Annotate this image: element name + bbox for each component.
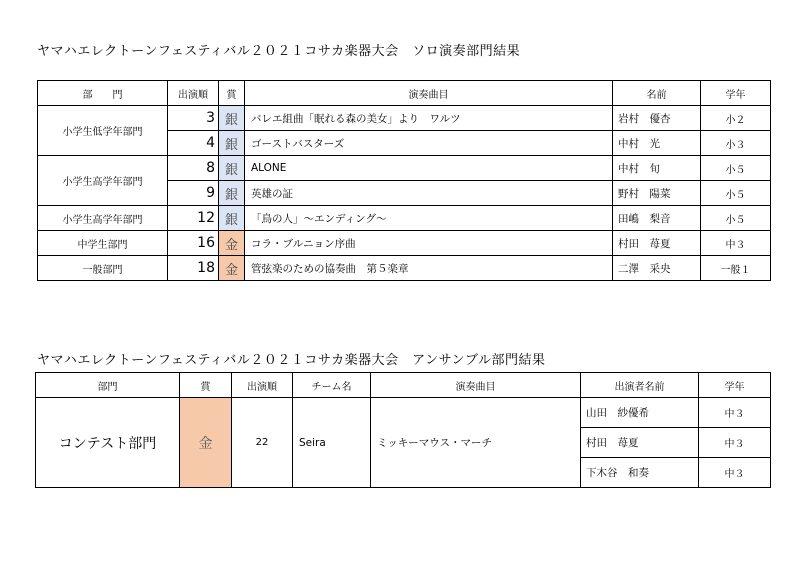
header-team: チーム名 xyxy=(293,373,371,398)
team-cell: Seira xyxy=(293,398,371,488)
division-cell: コンテスト部門 xyxy=(36,398,180,488)
name-cell: 二澤 采央 xyxy=(613,256,701,281)
award-cell: 銀 xyxy=(219,181,245,206)
award-cell: 金 xyxy=(180,398,232,488)
name-cell: 中村 旬 xyxy=(613,156,701,181)
order-cell: 9 xyxy=(168,181,219,206)
piece-cell: ミッキーマウス・マーチ xyxy=(371,398,581,488)
award-cell: 銀 xyxy=(219,131,245,156)
performer-name-cell: 下木谷 和奏 xyxy=(581,458,699,488)
piece-cell: コラ・ブルニョン序曲 xyxy=(245,231,613,256)
piece-cell: バレエ組曲「眠れる森の美女」より ワルツ xyxy=(245,106,613,131)
piece-cell: 「鳥の人」～エンディング～ xyxy=(245,206,613,231)
header-piece: 演奏曲目 xyxy=(371,373,581,398)
header-award: 賞 xyxy=(180,373,232,398)
order-cell: 12 xyxy=(168,206,219,231)
award-cell: 銀 xyxy=(219,106,245,131)
table-row xyxy=(38,231,771,256)
name-cell: 中村 光 xyxy=(613,131,701,156)
header-order: 出演順 xyxy=(232,373,293,398)
performer-grade-cell: 中３ xyxy=(699,428,771,458)
table-row xyxy=(38,106,771,131)
table-row xyxy=(38,256,771,281)
table-row xyxy=(38,206,771,231)
order-cell: 4 xyxy=(168,131,219,156)
name-cell: 田嶋 梨音 xyxy=(613,206,701,231)
order-cell: 18 xyxy=(168,256,219,281)
piece-cell: 英雄の証 xyxy=(245,181,613,206)
header-award: 賞 xyxy=(219,81,245,106)
header-grade: 学年 xyxy=(701,81,771,106)
grade-cell: 中３ xyxy=(701,231,771,256)
name-cell: 岩村 優杏 xyxy=(613,106,701,131)
solo-header-row xyxy=(38,81,771,106)
grade-cell: 小５ xyxy=(701,181,771,206)
performer-grade-cell: 中３ xyxy=(699,398,771,428)
header-division: 部 門 xyxy=(38,81,168,106)
table-row xyxy=(36,398,771,428)
ensemble-header-row xyxy=(36,373,771,398)
performer-name-cell: 村田 苺夏 xyxy=(581,428,699,458)
solo-results-table xyxy=(37,80,771,281)
grade-cell: 一般１ xyxy=(701,256,771,281)
order-cell: 8 xyxy=(168,156,219,181)
division-cell: 小学生高学年部門 xyxy=(38,206,168,231)
table-row xyxy=(38,156,771,181)
order-cell: 3 xyxy=(168,106,219,131)
piece-cell: ゴーストバスターズ xyxy=(245,131,613,156)
performer-grade-cell: 中３ xyxy=(699,458,771,488)
piece-cell: 管弦楽のための協奏曲 第５楽章 xyxy=(245,256,613,281)
award-cell: 金 xyxy=(219,256,245,281)
division-cell: 小学生高学年部門 xyxy=(38,156,168,206)
grade-cell: 小２ xyxy=(701,106,771,131)
award-cell: 銀 xyxy=(219,206,245,231)
ensemble-results-title: ヤマハエレクトーンフェスティバル２０２１コサカ楽器大会 アンサンブル部門結果 xyxy=(37,353,546,368)
header-grade: 学年 xyxy=(699,373,771,398)
name-cell: 野村 陽菜 xyxy=(613,181,701,206)
name-cell: 村田 苺夏 xyxy=(613,231,701,256)
order-cell: 22 xyxy=(232,398,293,488)
order-cell: 16 xyxy=(168,231,219,256)
grade-cell: 小５ xyxy=(701,206,771,231)
header-performers: 出演者名前 xyxy=(581,373,699,398)
header-order: 出演順 xyxy=(168,81,219,106)
header-name: 名前 xyxy=(613,81,701,106)
grade-cell: 小３ xyxy=(701,131,771,156)
header-division: 部門 xyxy=(36,373,180,398)
header-piece: 演奏曲目 xyxy=(245,81,613,106)
performer-name-cell: 山田 紗優希 xyxy=(581,398,699,428)
award-cell: 金 xyxy=(219,231,245,256)
solo-results-title: ヤマハエレクトーンフェスティバル２０２１コサカ楽器大会 ソロ演奏部門結果 xyxy=(37,44,521,59)
ensemble-results-table xyxy=(35,372,771,488)
division-cell: 一般部門 xyxy=(38,256,168,281)
award-cell: 銀 xyxy=(219,156,245,181)
piece-cell: ALONE xyxy=(245,156,613,181)
division-cell: 小学生低学年部門 xyxy=(38,106,168,156)
grade-cell: 小５ xyxy=(701,156,771,181)
division-cell: 中学生部門 xyxy=(38,231,168,256)
